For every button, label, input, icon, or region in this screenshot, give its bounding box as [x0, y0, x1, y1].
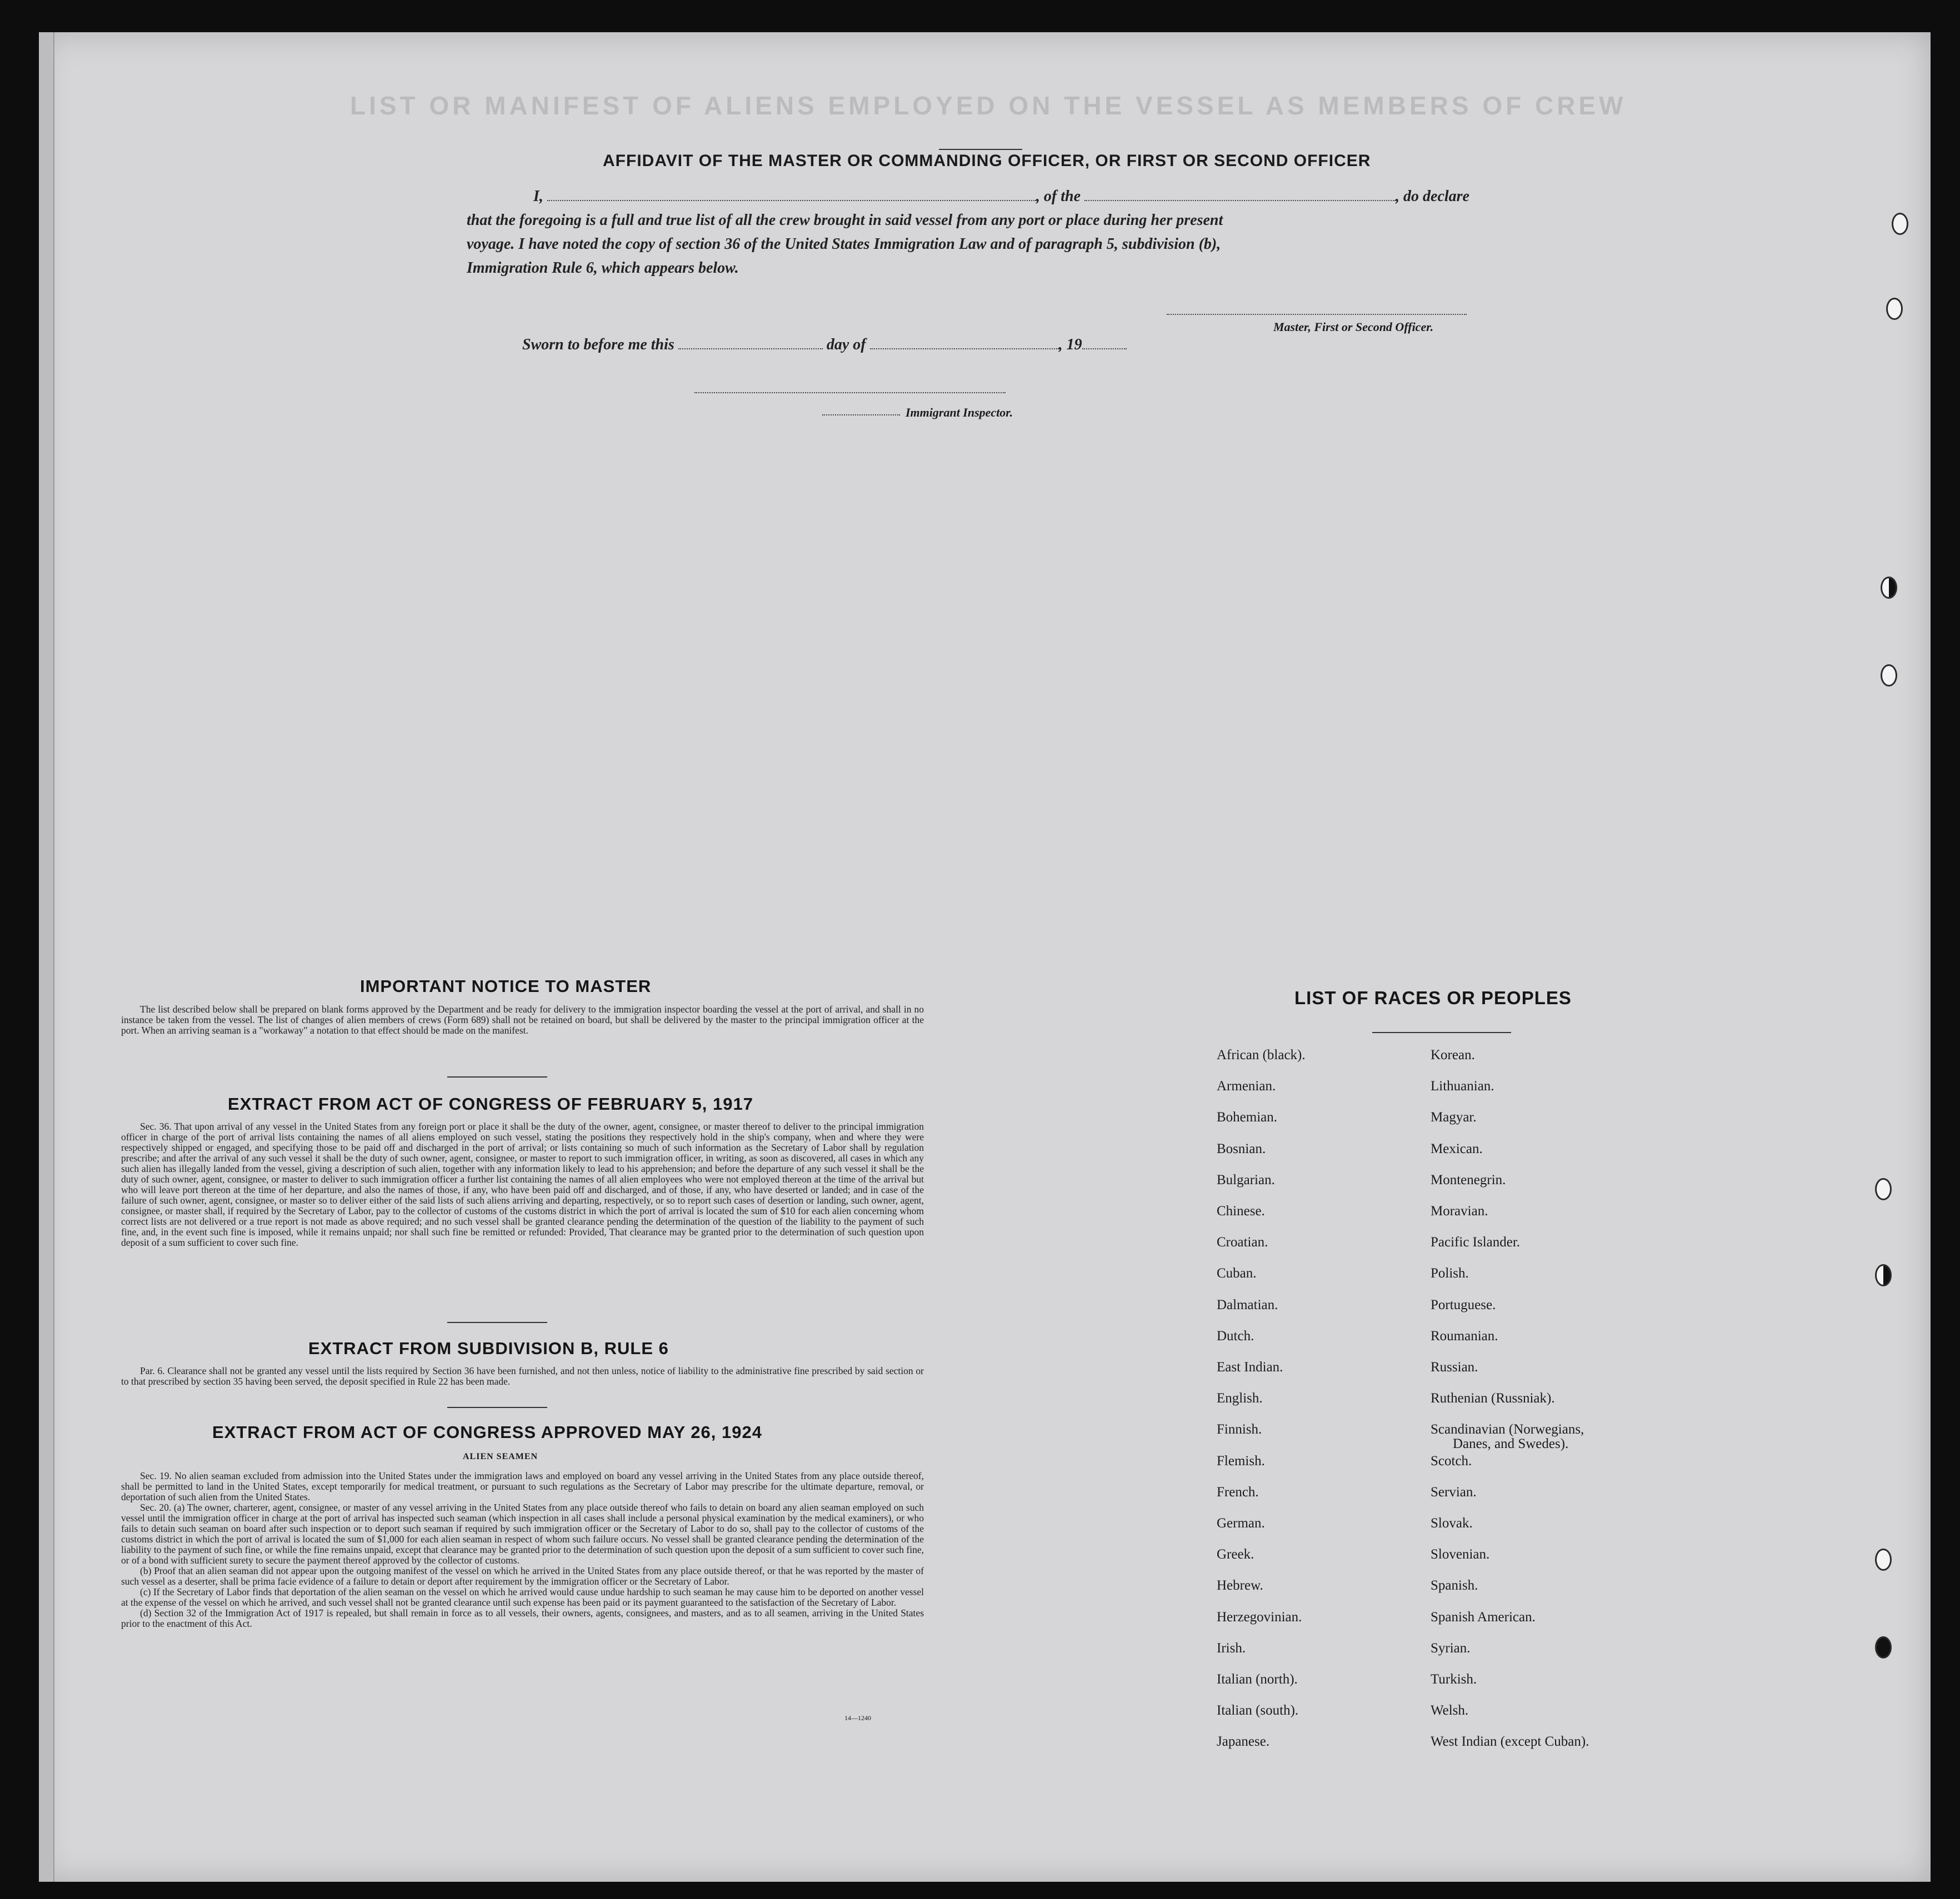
race-item: French. [1217, 1484, 1259, 1500]
affidavit-line-4: Immigration Rule 6, which appears below. [467, 259, 739, 277]
race-item: Scotch. [1431, 1453, 1472, 1469]
alien-seamen-subtitle: ALIEN SEAMEN [463, 1452, 538, 1461]
binding-hole [1875, 1636, 1892, 1659]
race-item: Turkish. [1431, 1672, 1477, 1687]
race-item: East Indian. [1217, 1360, 1283, 1375]
race-item: Russian. [1431, 1360, 1478, 1375]
binding-hole [1875, 1549, 1892, 1571]
race-item: Welsh. [1431, 1703, 1469, 1718]
sworn-month-field[interactable] [870, 348, 1059, 349]
affidavit-line-3: voyage. I have noted the copy of section 36 of the United States Immigration Law and of paragraph 5, subdivision (b), [467, 236, 1221, 253]
race-item: Italian (south). [1217, 1703, 1299, 1718]
vessel-name-field[interactable] [1084, 200, 1396, 201]
form-number: 14—1240 [844, 1714, 871, 1722]
sec-20a-paragraph: Sec. 20. (a) The owner, charterer, agent, consignee, or master of any vessel arriving in the United States from any place outside thereof who fails to detain on board any alien seaman employed on such vessel until the immigration officer in charge at the port of arrival has inspected such seaman (which inspection in all cases shall include a personal physical examination by the medical examiners), or who fails to detain such seaman on board after such inspection or to deport such seaman if required by such immigration officer or the Secretary of Labor to do so, shall pay to the collector of customs of the customs district in which the port of arrival is located the sum of $1,000 for each alien seaman in respect of whom such failure occurs. No vessel shall be granted clearance pending the determination of the liability to the payment of such fine, or while the fine remains unpaid, except that clearance may be granted prior to the determination of such question upon the deposit of a sum sufficient to cover such fine, or of a bond with sufficient surety to secure the payment thereof approved by the collector of customs. [121, 1502, 924, 1566]
race-item: Syrian. [1431, 1640, 1471, 1656]
race-item: Dalmatian. [1217, 1297, 1278, 1312]
race-item: Bohemian. [1217, 1110, 1278, 1125]
manifest-page [39, 32, 1931, 1882]
race-item: Scandinavian (Norwegians, [1431, 1422, 1584, 1437]
binding-strip [39, 32, 54, 1882]
race-item: Roumanian. [1431, 1328, 1498, 1344]
affidavit-line-1 [533, 188, 1469, 206]
race-item: Herzegovinian. [1217, 1609, 1302, 1625]
affidavit-title: AFFIDAVIT OF THE MASTER OR COMMANDING OFFICER, OR FIRST OR SECOND OFFICER [603, 152, 1371, 170]
extract-1917-rule [447, 1322, 547, 1323]
inspector-caption: Immigrant Inspector. [906, 405, 1013, 419]
race-item: Korean. [1431, 1048, 1475, 1063]
races-title: LIST OF RACES OR PEOPLES [1294, 988, 1572, 1008]
title-rule [939, 149, 1022, 150]
race-item: Lithuanian. [1431, 1079, 1494, 1094]
extract-rule6-body [121, 1366, 924, 1387]
race-item: Croatian. [1217, 1235, 1268, 1250]
extract-1924-title: EXTRACT FROM ACT OF CONGRESS APPROVED MAY 26, 1924 [212, 1422, 762, 1442]
race-item: Greek. [1217, 1547, 1254, 1562]
race-item: Spanish American. [1431, 1609, 1536, 1625]
sec-19-paragraph: Sec. 19. No alien seaman excluded from admission into the United States under the immigration laws and employed on board any vessel arriving in the United States from any place outside thereof, shall be permitted to land in the United States, except temporarily for medical treatment, or pursuant to such regulations as the Secretary of Labor may prescribe for the ultimate departure, removal, or deportation of such alien from the United States. [121, 1470, 924, 1502]
race-item: Portuguese. [1431, 1297, 1496, 1312]
race-item: West Indian (except Cuban). [1431, 1734, 1589, 1750]
declarant-prefix: I, [533, 188, 543, 205]
master-signature-line[interactable] [1167, 314, 1467, 315]
race-item-continuation: Danes, and Swedes). [1453, 1436, 1569, 1452]
declarant-name-field[interactable] [547, 200, 1036, 201]
extract-1917-title: EXTRACT FROM ACT OF CONGRESS OF FEBRUARY 5, 1917 [228, 1094, 753, 1114]
notice-title: IMPORTANT NOTICE TO MASTER [360, 976, 652, 996]
race-item: Italian (north). [1217, 1672, 1298, 1687]
race-item: Cuban. [1217, 1266, 1257, 1281]
extract-rule6-rule [447, 1407, 547, 1408]
race-item: Magyar. [1431, 1110, 1477, 1125]
sec-20d-paragraph: (d) Section 32 of the Immigration Act of 1917 is repealed, but shall remain in force as to all vessels, their owners, agents, consignees, and masters, and as to all seamen, arriving in the United States prior to the enactment of this Act. [121, 1607, 924, 1629]
extract-1917-body [121, 1121, 924, 1248]
race-item: Slovak. [1431, 1516, 1473, 1531]
race-item: Ruthenian (Russniak). [1431, 1391, 1555, 1406]
sec-20c-paragraph: (c) If the Secretary of Labor finds that deportation of the alien seaman on the vessel on which he arrived would cause undue hardship to such seaman he may cause him to be deported on another vessel at the expense of the vessel on which he arrived, and such vessel shall not be granted clearance until such expense has been paid or its payment guaranteed to the satisfaction of the Secretary of Labor. [121, 1586, 924, 1608]
race-item: Dutch. [1217, 1328, 1254, 1344]
day-of-text: day of [826, 336, 866, 353]
sworn-year-field[interactable] [1082, 348, 1127, 349]
bleed-through-text: LIST OR MANIFEST OF ALIENS EMPLOYED ON THE VESSEL AS MEMBERS OF CREW [350, 91, 1627, 120]
inspector-caption-lead [822, 414, 900, 415]
race-item: Bulgarian. [1217, 1172, 1275, 1187]
race-item: Montenegrin. [1431, 1172, 1506, 1187]
race-item: Irish. [1217, 1640, 1246, 1656]
sworn-line [522, 336, 1127, 354]
of-the-text: , of the [1036, 188, 1081, 205]
binding-hole [1875, 1178, 1892, 1200]
race-item: Slovenian. [1431, 1547, 1490, 1562]
sworn-prefix: Sworn to before me this [522, 336, 674, 353]
notice-paragraph: The list described below shall be prepared on blank forms approved by the Department and be ready for delivery to the immigration inspector boarding the vessel at the port of arrival, and shall in no instance be taken from the vessel. The list of changes of alien members of crews (Form 689) shall not be retained on board, but shall be delivered by the master to the principal immigration officer at the port. When an arriving seaman is a "workaway" a notation to that effect should be made on the manifest. [121, 1004, 924, 1036]
inspector-signature-line[interactable] [694, 392, 1006, 393]
master-caption: Master, First or Second Officer. [1273, 320, 1434, 334]
race-item: Spanish. [1431, 1578, 1478, 1594]
binding-hole [1892, 213, 1908, 235]
notice-body [121, 1004, 924, 1036]
race-item: Pacific Islander. [1431, 1235, 1521, 1250]
race-item: African (black). [1217, 1048, 1306, 1063]
race-item: Moravian. [1431, 1204, 1488, 1219]
binding-hole [1881, 577, 1897, 599]
binding-hole [1881, 664, 1897, 687]
section-36-paragraph: Sec. 36. That upon arrival of any vessel in the United States from any foreign port or place it shall be the duty of the owner, agent, consignee, or master thereof to deliver to the principal immigration officer in charge of the port of arrival lists containing the names of all aliens employed on such vessel, stating the positions they respectively hold in the ship's company, when and where they were respectively shipped or engaged, and specifying those to be paid off and discharged in the port of arrival; or lists containing so much of such information as the Secretary of Labor shall by regulation prescribe; and after the arrival of any such vessel it shall be the duty of such owner, agent, consignee, or master to report to such immigration officer, in writing, as soon as discovered, all cases in which any such alien has illegally landed from the vessel, giving a description of such alien, together with any information likely to lead to his apprehension; and before the departure of any such vessel it shall be the duty of such owner, agent, consignee, or master to deliver to such immigration officer a further list containing the names of all alien employees who were not employed thereon at the time of the arrival but who will leave port thereon at the time of her departure, and also the names of those, if any, who have been paid off and discharged, and of those, if any, who have deserted or landed; and in case of the failure of such owner, agent, consignee, or master so to deliver either of the said lists of such aliens arriving and departing, respectively, or so to report such cases of desertion or landing, such owner, agent, consignee, or master shall, if required by the Secretary of Labor, pay to the collector of customs of the customs district in which the port of arrival is located the sum of $10 for each alien concerning whom correct lists are not delivered or a true report is not made as above required; and no such vessel shall be granted clearance pending the determination of the question of the liability to the payment of such fine, and, in the event such fine is imposed, while it remains unpaid; nor shall such fine be remitted or refunded: Provided, That clearance may be granted prior to the determination of such question upon deposit of a sum sufficient to cover such fine. [121, 1121, 924, 1248]
race-item: Flemish. [1217, 1453, 1265, 1469]
par-6-paragraph: Par. 6. Clearance shall not be granted any vessel until the lists required by Section 36 have been furnished, and not then unless, notice of liability to the administrative fine prescribed by said section or to that prescribed by section 35 having been served, the deposit specified in Rule 22 has been made. [121, 1365, 924, 1387]
races-rule [1372, 1032, 1511, 1033]
race-item: English. [1217, 1391, 1263, 1406]
race-item: Polish. [1431, 1266, 1469, 1281]
year-prefix: , 19 [1058, 336, 1082, 353]
extract-1924-body [121, 1471, 924, 1629]
race-item: Finnish. [1217, 1422, 1262, 1437]
extract-rule6-title: EXTRACT FROM SUBDIVISION B, RULE 6 [308, 1339, 669, 1358]
binding-hole [1886, 298, 1903, 320]
notice-rule [447, 1076, 547, 1078]
binding-hole [1875, 1264, 1892, 1286]
sec-20b-paragraph: (b) Proof that an alien seaman did not appear upon the outgoing manifest of the vessel on which he arrived in the United States from any place outside thereof, or that he was reported by the master of such vessel as a deserter, shall be prima facie evidence of a failure to detain or deport after requirement by the immigration officer or the Secretary of Labor. [121, 1565, 924, 1587]
sworn-day-field[interactable] [678, 348, 823, 349]
race-item: Servian. [1431, 1484, 1477, 1500]
race-item: Mexican. [1431, 1141, 1483, 1156]
do-declare-text: , do declare [1396, 188, 1469, 205]
affidavit-line-2: that the foregoing is a full and true list of all the crew brought in said vessel from any port or place during her present [467, 212, 1223, 229]
race-item: Bosnian. [1217, 1141, 1266, 1156]
race-item: German. [1217, 1516, 1265, 1531]
race-item: Armenian. [1217, 1079, 1276, 1094]
race-item: Hebrew. [1217, 1578, 1263, 1594]
race-item: Japanese. [1217, 1734, 1270, 1750]
race-item: Chinese. [1217, 1204, 1265, 1219]
